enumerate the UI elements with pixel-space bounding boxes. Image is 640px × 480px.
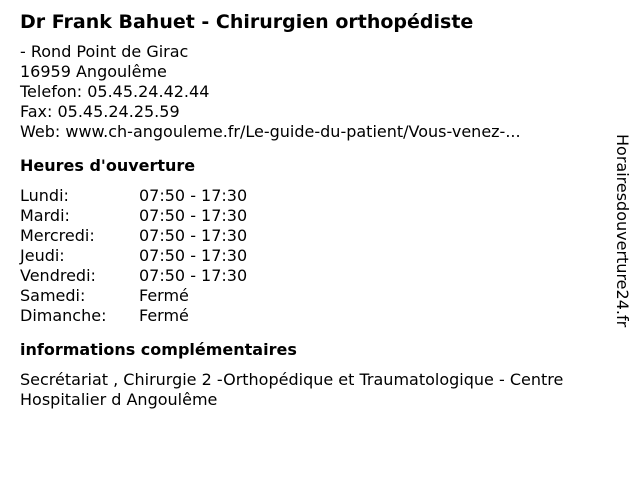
hours-value: Fermé (139, 286, 189, 305)
street-address: - Rond Point de Girac (20, 42, 189, 61)
hours-value: 07:50 - 17:30 (139, 226, 248, 245)
opening-hours-table (20, 186, 612, 326)
website-link[interactable]: Web: www.ch-angouleme.fr/Le-guide-du-patient/Vous-venez-... (20, 122, 521, 141)
day-label: Vendredi: (20, 266, 96, 285)
address-block (20, 42, 612, 142)
hours-value: Fermé (139, 306, 189, 325)
phone-number[interactable]: Telefon: 05.45.24.42.44 (20, 82, 210, 101)
day-label: Jeudi: (20, 246, 65, 265)
site-brand-text: Horairesdouverture24.fr (613, 134, 632, 328)
additional-info-heading: informations complémentaires (20, 340, 297, 359)
hours-value: 07:50 - 17:30 (139, 186, 248, 205)
hours-value: 07:50 - 17:30 (139, 246, 248, 265)
day-label: Mardi: (20, 206, 70, 225)
day-label: Dimanche: (20, 306, 107, 325)
fax-number: Fax: 05.45.24.25.59 (20, 102, 180, 121)
city-address: 16959 Angoulême (20, 62, 167, 81)
page-title: Dr Frank Bahuet - Chirurgien orthopédiste (20, 11, 474, 33)
hours-value: 07:50 - 17:30 (139, 266, 248, 285)
day-label: Samedi: (20, 286, 86, 305)
day-label: Mercredi: (20, 226, 95, 245)
day-label: Lundi: (20, 186, 69, 205)
practice-card (20, 10, 612, 410)
site-brand-vertical (612, 134, 632, 344)
hours-value: 07:50 - 17:30 (139, 206, 248, 225)
additional-info-text: Secrétariat , Chirurgie 2 -Orthopédique et Traumatologique - Centre Hospitalier d Angoulême (20, 370, 564, 409)
opening-hours-heading: Heures d'ouverture (20, 156, 196, 175)
